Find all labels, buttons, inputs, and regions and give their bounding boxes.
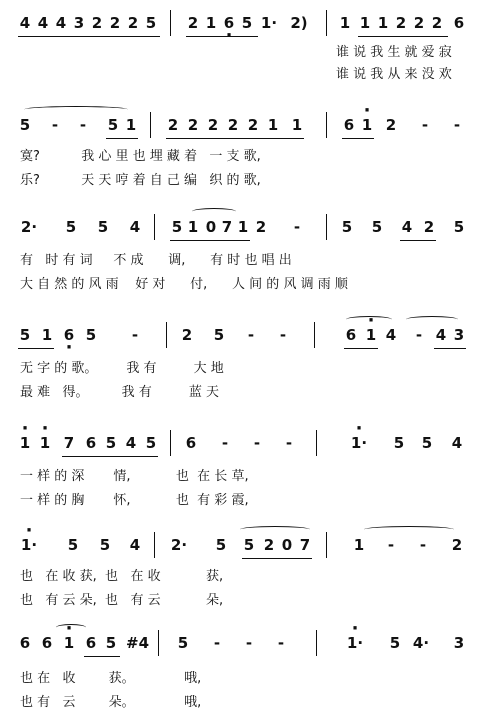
note: 5	[243, 536, 255, 554]
note: 4	[129, 536, 141, 554]
notes-row-1	[0, 10, 500, 40]
note: 6 ·	[222, 14, 236, 32]
barline	[326, 214, 327, 240]
note: 4	[129, 218, 141, 236]
note: 4	[37, 14, 49, 32]
note: 2	[207, 116, 219, 134]
note: 1	[125, 116, 137, 134]
note: 5	[105, 434, 117, 452]
note: 5	[105, 634, 117, 652]
note: 5	[215, 536, 227, 554]
note: 5	[67, 536, 79, 554]
system-6	[0, 532, 500, 616]
lyric-line: 无 字 的 歌。 我 有 大 地	[20, 361, 224, 376]
note: · 1·	[344, 634, 366, 652]
barline	[166, 322, 167, 348]
note: 0	[205, 218, 217, 236]
note: 5	[97, 218, 109, 236]
note: 5	[65, 218, 77, 236]
lyric-line: 谁 说 我 生 就 爱 寂	[336, 45, 452, 60]
note: -	[51, 116, 59, 134]
barline	[326, 112, 327, 138]
note: 4	[435, 326, 447, 344]
barline	[150, 112, 151, 138]
notes-row-4	[0, 322, 500, 352]
system-4	[0, 322, 500, 408]
note: 4	[401, 218, 413, 236]
note: 6	[19, 634, 31, 652]
note: #4	[126, 634, 150, 652]
system-1	[0, 10, 500, 90]
lyric-line: 寞? 我 心 里 也 埋 藏 着 一 支 歌,	[20, 149, 261, 164]
note: 6	[85, 434, 97, 452]
note: 6	[343, 116, 355, 134]
notes-row-5	[0, 430, 500, 460]
note: 2	[181, 326, 193, 344]
lyric-line: 也 有 云 朵, 也 有 云 朵,	[20, 593, 224, 608]
note: -	[453, 116, 461, 134]
note: 2	[127, 14, 139, 32]
note: 5	[341, 218, 353, 236]
note: 3	[453, 634, 465, 652]
note: -	[279, 326, 287, 344]
note: 2	[385, 116, 397, 134]
note: -	[221, 434, 229, 452]
note: -	[285, 434, 293, 452]
note: 5	[371, 218, 383, 236]
barline	[170, 10, 171, 36]
lyric-line: 也 在 收 获。 哦,	[20, 671, 202, 686]
note: 1	[353, 536, 365, 554]
note: -	[419, 536, 427, 554]
note: 2	[451, 536, 463, 554]
note: -	[293, 218, 301, 236]
note: 2	[413, 14, 425, 32]
lyric-line: 也 有 云 朵。 哦,	[20, 695, 202, 710]
notes-row-2	[0, 112, 500, 142]
note: 4	[385, 326, 397, 344]
note: -	[415, 326, 423, 344]
barline	[316, 430, 317, 456]
note: 1	[359, 14, 371, 32]
note: 5	[19, 326, 31, 344]
note: 4	[125, 434, 137, 452]
barline	[314, 322, 315, 348]
note: 7	[299, 536, 311, 554]
note: 4	[451, 434, 463, 452]
barline	[158, 630, 159, 656]
note: 2	[187, 116, 199, 134]
note: -	[131, 326, 139, 344]
barline	[316, 630, 317, 656]
note: · 1	[364, 326, 378, 344]
note: -	[213, 634, 221, 652]
note: 0	[281, 536, 293, 554]
note: · 1	[62, 634, 76, 652]
note: 5	[99, 536, 111, 554]
lyric-line: 有 时 有 词 不 成 调, 有 时 也 唱 出	[20, 253, 292, 268]
note: 2	[227, 116, 239, 134]
note: 3	[73, 14, 85, 32]
note: 6	[85, 634, 97, 652]
barline	[326, 10, 327, 36]
note: -	[277, 634, 285, 652]
lyric-line: 一 样 的 深 情, 也 在 长 草,	[20, 469, 249, 484]
note: 2·	[20, 218, 38, 236]
lyric-line: 最 难 得。 我 有 蓝 天	[20, 385, 220, 400]
note: -	[387, 536, 395, 554]
lyric-line: 大 自 然 的 风 雨 好 对 付, 人 间 的 风 调 雨 顺	[20, 277, 348, 292]
note: 5	[85, 326, 97, 344]
note: 5	[421, 434, 433, 452]
lyric-line: 一 样 的 胸 怀, 也 有 彩 霞,	[20, 493, 249, 508]
note: 3	[453, 326, 465, 344]
note: 4	[19, 14, 31, 32]
note: 6	[41, 634, 53, 652]
note: 2	[167, 116, 179, 134]
note: 2·	[170, 536, 188, 554]
note: 7	[221, 218, 233, 236]
note: 2	[187, 14, 199, 32]
note: 5	[107, 116, 119, 134]
note: 1	[237, 218, 249, 236]
note: 1	[377, 14, 389, 32]
note: 5	[145, 434, 157, 452]
note: 6	[345, 326, 357, 344]
barline	[154, 532, 155, 558]
note: 2	[91, 14, 103, 32]
note: · 1·	[348, 434, 370, 452]
note: 5	[213, 326, 225, 344]
system-7	[0, 630, 500, 720]
note: · 1	[18, 434, 32, 452]
note: -	[421, 116, 429, 134]
note: 2	[247, 116, 259, 134]
barline	[326, 532, 327, 558]
note: 6	[453, 14, 465, 32]
notes-row-7	[0, 630, 500, 660]
note: · 1	[38, 434, 52, 452]
lyric-line: 谁 说 我 从 来 没 欢	[336, 67, 452, 82]
note: 5	[393, 434, 405, 452]
barline	[154, 214, 155, 240]
note: 4	[55, 14, 67, 32]
note: 2	[263, 536, 275, 554]
note: 2)	[290, 14, 308, 32]
note: 2	[423, 218, 435, 236]
system-2	[0, 112, 500, 194]
note: 1·	[260, 14, 278, 32]
system-3	[0, 214, 500, 300]
note: 2	[395, 14, 407, 32]
note: 4·	[412, 634, 430, 652]
lyric-line: 乐? 天 天 哼 着 自 己 编 织 的 歌,	[20, 173, 261, 188]
note: 1	[41, 326, 53, 344]
barline	[170, 430, 171, 456]
note: 5	[453, 218, 465, 236]
note: 5	[19, 116, 31, 134]
note: 6 ·	[62, 326, 76, 344]
note: 7	[63, 434, 75, 452]
note: 6	[185, 434, 197, 452]
notes-row-6	[0, 532, 500, 562]
note: · 1·	[18, 536, 40, 554]
system-5	[0, 430, 500, 516]
note: -	[79, 116, 87, 134]
lyric-line: 也 在 收 获, 也 在 收 获,	[20, 569, 224, 584]
note: -	[247, 326, 255, 344]
note: 5	[145, 14, 157, 32]
note: 2	[431, 14, 443, 32]
note: 1	[205, 14, 217, 32]
notes-row-3	[0, 214, 500, 244]
note: -	[245, 634, 253, 652]
note: 5	[241, 14, 253, 32]
note: 1	[339, 14, 351, 32]
note: 5	[389, 634, 401, 652]
note: 2	[109, 14, 121, 32]
note: · 1	[360, 116, 374, 134]
note: -	[253, 434, 261, 452]
note: 5	[177, 634, 189, 652]
note: 1	[187, 218, 199, 236]
note: 2	[255, 218, 267, 236]
note: 1	[267, 116, 279, 134]
note: 1	[291, 116, 303, 134]
note: 5	[171, 218, 183, 236]
